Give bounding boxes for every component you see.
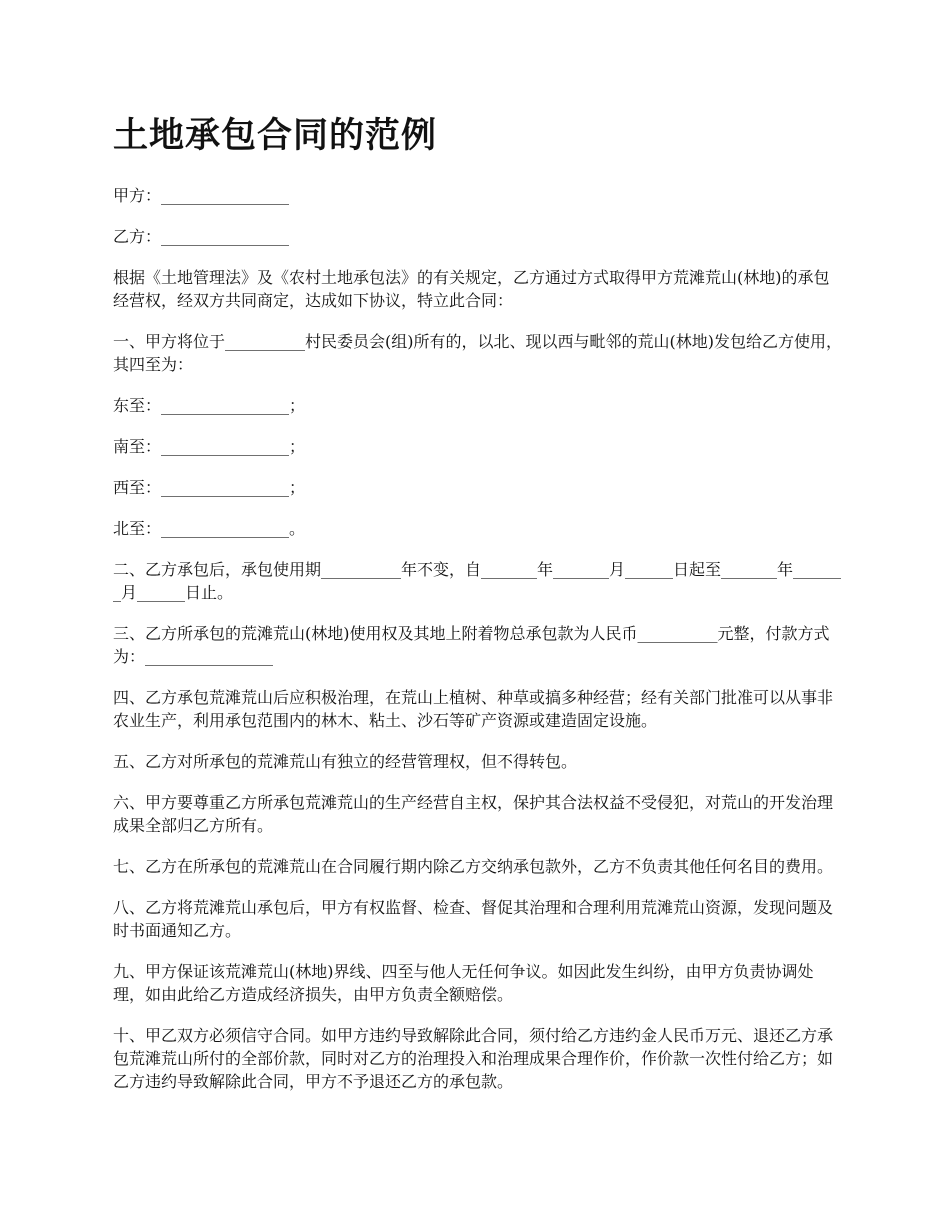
clause-1: 一、甲方将位于__________村民委员会(组)所有的，以北、现以西与毗邻的荒山(林地)发包给乙方使用，其四至为： — [113, 332, 842, 374]
boundary-north: 北至：________________。 — [113, 519, 306, 538]
clause-5: 五、乙方对所承包的荒滩荒山有独立的经营管理权，但不得转包。 — [113, 752, 578, 771]
boundary-west: 西至：________________； — [113, 478, 306, 497]
party-a-line: 甲方：________________ — [113, 186, 290, 205]
page-title: 土地承包合同的范例 — [113, 116, 438, 156]
clause-4: 四、乙方承包荒滩荒山后应积极治理，在荒山上植树、种草或搞多种经营；经有关部门批准可以从事非农业生产，利用承包范围内的林木、粘土、沙石等矿产资源或建造固定设施。 — [113, 688, 834, 730]
clause-8: 八、乙方将荒滩荒山承包后，甲方有权监督、检查、督促其治理和合理利用荒滩荒山资源，发现问题及时书面通知乙方。 — [113, 898, 834, 940]
clause-3: 三、乙方所承包的荒滩荒山(林地)使用权及其地上附着物总承包款为人民币__________元整，付款方式为：________________ — [113, 624, 830, 666]
boundary-south: 南至：________________； — [113, 437, 306, 456]
clause-2: 二、乙方承包后，承包使用期__________年不变，自_______年_______月______日起至_______年_______月______日止。 — [113, 560, 842, 602]
document-page — [113, 112, 843, 1093]
clause-10: 十、甲乙双方必须信守合同。如甲方违约导致解除此合同，须付给乙方违约金人民币万元、退还乙方承包荒滩荒山所付的全部价款，同时对乙方的治理投入和治理成果合理作价，作价款一次性付给乙方；如乙方违约导致解除此合同，甲方不予退还乙方的承包款。 — [113, 1026, 834, 1091]
clause-7: 七、乙方在所承包的荒滩荒山在合同履行期内除乙方交纳承包款外，乙方不负责其他任何名目的费用。 — [113, 857, 834, 876]
clause-9: 九、甲方保证该荒滩荒山(林地)界线、四至与他人无任何争议。如因此发生纠纷，由甲方负责协调处理，如由此给乙方造成经济损失，由甲方负责全额赔偿。 — [113, 962, 814, 1004]
party-b-line: 乙方：________________ — [113, 227, 290, 246]
clause-6: 六、甲方要尊重乙方所承包荒滩荒山的生产经营自主权，保护其合法权益不受侵犯，对荒山的开发治理成果全部归乙方所有。 — [113, 793, 834, 835]
boundary-east: 东至：________________； — [113, 396, 306, 415]
preamble-paragraph: 根据《土地管理法》及《农村土地承包法》的有关规定，乙方通过方式取得甲方荒滩荒山(林地)的承包经营权，经双方共同商定，达成如下协议，特立此合同： — [113, 268, 830, 310]
